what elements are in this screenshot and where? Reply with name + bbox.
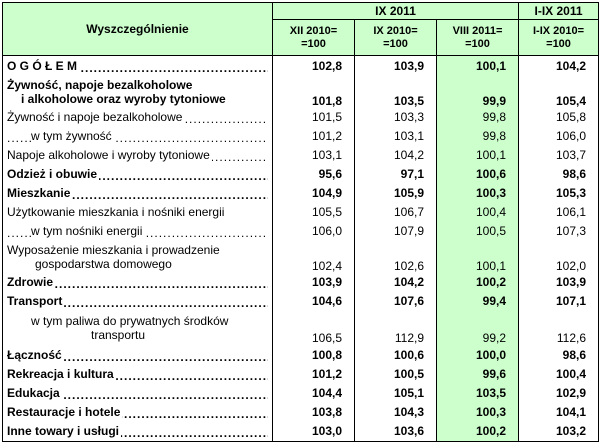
cell-value: 104,9 [273, 184, 355, 203]
cell-value: 105,4 [519, 76, 599, 108]
cell-value: 107,6 [355, 292, 437, 311]
cell-value: 105,3 [519, 184, 599, 203]
cell-value: 101,2 [273, 365, 355, 384]
table-row [3, 384, 599, 403]
cell-value: 104,4 [273, 384, 355, 403]
col-header-ix-2010: IX 2010= =100 [355, 20, 437, 56]
table-row [3, 403, 599, 422]
table-row [3, 76, 599, 108]
cell-value: 106,5 [273, 311, 355, 345]
row-label: Rekreacja i kultura ..... [3, 365, 273, 384]
table-row [3, 222, 599, 241]
row-label: Transport ..... [3, 292, 273, 311]
row-label: O G Ó Ł E M ..... [3, 56, 273, 76]
cell-value: 104,6 [273, 292, 355, 311]
cell-value: 99,2 [437, 311, 519, 345]
row-label: Edukacja ..... [3, 384, 273, 403]
cell-value: 102,4 [273, 241, 355, 273]
cell-value: 103,1 [355, 127, 437, 146]
cell-value: 107,1 [519, 292, 599, 311]
cell-value: 107,3 [519, 222, 599, 241]
table-row [3, 203, 599, 222]
table-row [3, 56, 599, 76]
cell-value: 103,0 [273, 422, 355, 442]
cell-value: 103,1 [273, 146, 355, 165]
row-label: Użytkowanie mieszkania i nośniki energii [3, 203, 273, 222]
cell-value: 100,0 [437, 345, 519, 365]
cell-value: 103,9 [273, 273, 355, 292]
cell-value: 106,0 [273, 222, 355, 241]
cell-value: 103,6 [355, 422, 437, 442]
cell-value: 112,9 [355, 311, 437, 345]
cell-value: 98,6 [519, 165, 599, 184]
cell-value: 103,7 [519, 146, 599, 165]
row-label: w tym żywność ..... [3, 127, 273, 146]
cell-value: 100,6 [355, 345, 437, 365]
cell-value: 103,2 [519, 422, 599, 442]
cell-value: 107,9 [355, 222, 437, 241]
cell-value: 97,1 [355, 165, 437, 184]
row-label: Wyposażenie mieszkania i prowadzenie gospodarstwa domowego [3, 241, 273, 273]
cell-value: 103,5 [355, 76, 437, 108]
row-label: w tym paliwa do prywatnych środków transportu [3, 311, 273, 345]
cell-value: 100,5 [355, 365, 437, 384]
cell-value: 101,8 [273, 76, 355, 108]
group-header-ix-2011: IX 2011 [273, 3, 519, 20]
row-label-header: Wyszczególnienie [3, 3, 273, 56]
col-header-viii-2011: VIII 2011= =100 [437, 20, 519, 56]
table-row [3, 273, 599, 292]
cell-value: 112,6 [519, 311, 599, 345]
table-row [3, 311, 599, 345]
cell-value: 101,2 [273, 127, 355, 146]
cell-value: 100,4 [437, 203, 519, 222]
cell-value: 100,5 [437, 222, 519, 241]
row-label: Napoje alkoholowe i wyroby tytoniowe ..... [3, 146, 273, 165]
cell-value: 99,6 [437, 365, 519, 384]
cell-value: 100,1 [437, 241, 519, 273]
cell-value: 100,8 [273, 345, 355, 365]
table-row [3, 108, 599, 127]
col-header-i-ix-2010: I-IX 2010= =100 [519, 20, 599, 56]
cell-value: 100,6 [437, 165, 519, 184]
table-row [3, 146, 599, 165]
cell-value: 104,2 [355, 146, 437, 165]
cell-value: 105,1 [355, 384, 437, 403]
row-label: Zdrowie ..... [3, 273, 273, 292]
row-label: Restauracje i hotele ..... [3, 403, 273, 422]
row-label: Odzież i obuwie ..... [3, 165, 273, 184]
cell-value: 105,5 [273, 203, 355, 222]
cell-value: 106,0 [519, 127, 599, 146]
cell-value: 103,8 [273, 403, 355, 422]
cell-value: 105,9 [355, 184, 437, 203]
cell-value: 103,3 [355, 108, 437, 127]
row-label: Mieszkanie ..... [3, 184, 273, 203]
cell-value: 106,1 [519, 203, 599, 222]
table-row [3, 345, 599, 365]
cell-value: 101,5 [273, 108, 355, 127]
cell-value: 100,3 [437, 184, 519, 203]
cell-value: 100,1 [437, 56, 519, 76]
cell-value: 99,8 [437, 108, 519, 127]
cell-value: 103,5 [437, 384, 519, 403]
cell-value: 102,6 [355, 241, 437, 273]
cell-value: 106,7 [355, 203, 437, 222]
price-index-table [2, 2, 599, 442]
table-row [3, 365, 599, 384]
cell-value: 99,8 [437, 127, 519, 146]
cell-value: 102,8 [273, 56, 355, 76]
cell-value: 104,3 [355, 403, 437, 422]
cell-value: 100,1 [437, 146, 519, 165]
cell-value: 104,2 [355, 273, 437, 292]
cell-value: 95,6 [273, 165, 355, 184]
cell-value: 102,0 [519, 241, 599, 273]
cell-value: 102,9 [519, 384, 599, 403]
table-row [3, 165, 599, 184]
cell-value: 99,4 [437, 292, 519, 311]
cell-value: 100,2 [437, 273, 519, 292]
cell-value: 105,8 [519, 108, 599, 127]
table-row [3, 184, 599, 203]
row-label: Żywność i napoje bezalkoholowe ..... [3, 108, 273, 127]
cell-value: 104,1 [519, 403, 599, 422]
cell-value: 98,6 [519, 345, 599, 365]
cell-value: 103,9 [355, 56, 437, 76]
cell-value: 99,9 [437, 76, 519, 108]
table-row [3, 241, 599, 273]
cell-value: 100,2 [437, 422, 519, 442]
group-header-i-ix-2011: I-IX 2011 [519, 3, 599, 20]
row-label: Łączność ..... [3, 345, 273, 365]
cell-value: 104,2 [519, 56, 599, 76]
cell-value: 103,9 [519, 273, 599, 292]
cell-value: 100,3 [437, 403, 519, 422]
table-row [3, 292, 599, 311]
table-row [3, 127, 599, 146]
cell-value: 100,4 [519, 365, 599, 384]
col-header-xii-2010: XII 2010= =100 [273, 20, 355, 56]
row-label: w tym nośniki energii ..... [3, 222, 273, 241]
row-label: Żywność, napoje bezalkoholowe i alkoholowe oraz wyroby tytoniowe [3, 76, 273, 108]
row-label: Inne towary i usługi ..... [3, 422, 273, 442]
